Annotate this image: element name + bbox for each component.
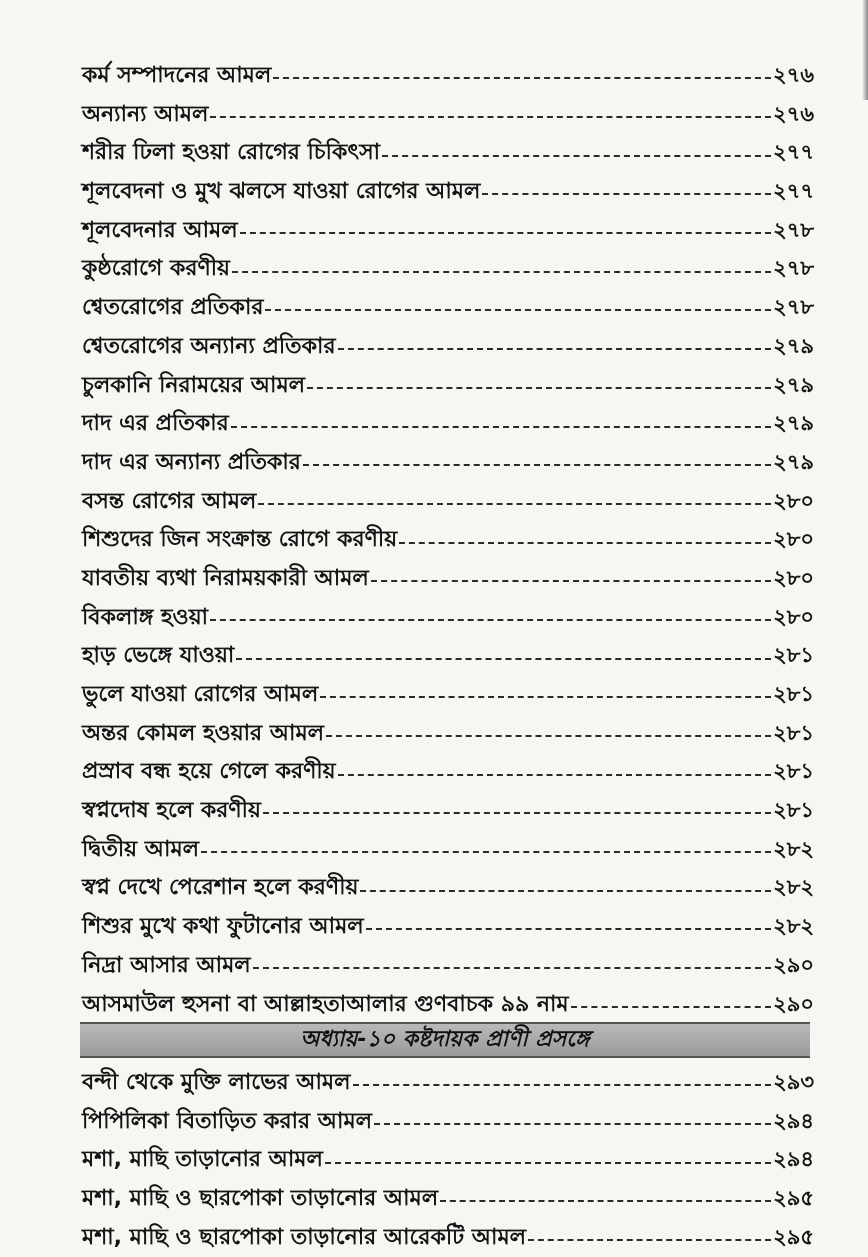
toc-entry [82, 288, 814, 327]
dotted-leader [240, 232, 771, 234]
toc-entry-page-number: ২৮১ [773, 720, 814, 745]
toc-entry-page-number: ২৭৯ [773, 333, 814, 358]
toc-entry-page-number: ২৮১ [773, 759, 814, 784]
dotted-leader [307, 387, 771, 389]
toc-entry-page-number: ২৭৮ [773, 217, 814, 242]
toc-entry [82, 520, 814, 559]
toc-entry-title: আসমাউল হুসনা বা আল্লাহতাআলার গুণবাচক ৯৯ নাম [82, 991, 569, 1017]
toc-entry-title: শ্বেতরোগের প্রতিকার [82, 295, 264, 321]
toc-entry-page-number: ২৭৮ [773, 295, 814, 320]
toc-entry [82, 1179, 814, 1218]
toc-entry-page-number: ২৭৬ [773, 63, 814, 87]
dotted-leader [338, 348, 772, 350]
toc-entry [82, 133, 814, 172]
toc-list-bottom [82, 1063, 814, 1256]
toc-entry [82, 249, 814, 288]
toc-entry-page-number: ২৮০ [773, 565, 814, 590]
dotted-leader [482, 193, 771, 195]
dotted-leader [366, 928, 771, 930]
toc-entry [82, 443, 814, 482]
toc-entry-page-number: ২৭৭ [773, 179, 814, 204]
toc-entry-title: কুষ্ঠরোগে করণীয় [82, 256, 231, 282]
toc-entry-page-number: ২৭৬ [773, 101, 814, 126]
toc-entry-page-number: ২৮১ [773, 643, 814, 668]
toc-entry-page-number: ২৮০ [773, 527, 814, 552]
toc-entry [82, 636, 814, 675]
toc-entry [82, 327, 814, 366]
toc-entry-title: শূলবেদনার আমল [82, 217, 238, 243]
toc-entry [82, 559, 814, 598]
toc-entry-title: অন্যান্য আমল [82, 101, 209, 127]
dotted-leader [231, 426, 771, 428]
toc-entry-page-number: ২৮০ [773, 604, 814, 629]
toc-entry [82, 714, 814, 753]
toc-entry [82, 482, 814, 521]
toc-entry-title: শরীর ঢিলা হওয়া রোগের চিকিৎসা [82, 140, 381, 166]
toc-entry-title: শিশুদের জিন সংক্রান্ত রোগে করণীয় [82, 527, 398, 553]
page-edge-shadow [862, 0, 868, 100]
toc-entry [82, 1218, 814, 1257]
dotted-leader [320, 696, 771, 698]
toc-entry-page-number: ২৯০ [773, 991, 814, 1016]
toc-entry-title: কর্ম সম্পাদনের আমল [82, 63, 272, 88]
toc-entry [82, 791, 814, 830]
toc-entry-page-number: ২৯৫ [773, 1186, 814, 1211]
toc-entry-page-number: ২৮২ [773, 836, 814, 861]
dotted-leader [360, 890, 771, 892]
toc-entry-page-number: ২৮১ [773, 798, 814, 823]
dotted-leader [571, 1006, 771, 1008]
toc-entry [82, 907, 814, 946]
toc-entry [82, 598, 814, 637]
dotted-leader [374, 1123, 771, 1125]
toc-entry-page-number: ২৭৯ [773, 411, 814, 436]
toc-entry [82, 211, 814, 250]
toc-entry-page-number: ২৮২ [773, 875, 814, 900]
toc-entry-page-number: ২৮১ [773, 682, 814, 706]
toc-entry-page-number: ২৮২ [773, 914, 814, 939]
toc-entry [82, 985, 814, 1024]
toc-entry-title: মশা, মাছি ও ছারপোকা তাড়ানোর আরেকটি আমল [82, 1224, 527, 1250]
toc-entry-title: হাড় ভেঙ্গে যাওয়া [82, 643, 235, 669]
toc-entry-page-number: ২৮০ [773, 488, 814, 513]
dotted-leader [263, 812, 771, 814]
toc-entry-title: বসন্ত রোগের আমল [82, 488, 257, 514]
chapter-heading: অধ্যায়-১০ কষ্টদায়ক প্রাণী প্রসঙ্গে [300, 1027, 590, 1052]
toc-entry [82, 1102, 814, 1141]
toc-entry-title: মশা, মাছি ও ছারপোকা তাড়ানোর আমল [82, 1186, 439, 1212]
toc-entry-title: স্বপ্নদোষ হলে করণীয় [82, 798, 261, 824]
dotted-leader [273, 77, 771, 79]
toc-entry [82, 752, 814, 791]
toc-entry-page-number: ২৯৪ [773, 1108, 814, 1133]
dotted-leader [353, 1084, 772, 1086]
dotted-leader [528, 1239, 771, 1241]
toc-entry-title: শিশুর মুখে কথা ফুটানোর আমল [82, 914, 364, 940]
toc-entry [82, 675, 814, 714]
dotted-leader [201, 851, 771, 853]
toc-entry-page-number: ২৭৯ [773, 372, 814, 397]
toc-list-top [82, 56, 814, 1023]
toc-entry-title: শ্বেতরোগের অন্যান্য প্রতিকার [82, 333, 336, 359]
toc-entry [82, 830, 814, 869]
dotted-leader [325, 1162, 771, 1164]
toc-entry-page-number: ২৯৪ [773, 1147, 814, 1172]
toc-entry-title: যাবতীয় ব্যথা নিরাময়কারী আমল [82, 565, 369, 591]
dotted-leader [326, 735, 771, 737]
toc-entry-page-number: ২৭৭ [773, 140, 814, 165]
toc-entry-page-number: ২৯৫ [773, 1224, 814, 1249]
toc-entry [82, 1063, 814, 1102]
toc-entry-title: দাদ এর প্রতিকার [82, 411, 229, 437]
dotted-leader [258, 503, 771, 505]
dotted-leader [265, 309, 771, 311]
toc-entry [82, 366, 814, 405]
dotted-leader [303, 464, 771, 466]
toc-entry-title: শূলবেদনা ও মুখ ঝলসে যাওয়া রোগের আমল [82, 179, 481, 205]
dotted-leader [253, 967, 771, 969]
dotted-leader [210, 619, 771, 621]
toc-entry-title: ভুলে যাওয়া রোগের আমল [82, 682, 319, 707]
dotted-leader [236, 658, 771, 660]
toc-entry-page-number: ২৯৩ [773, 1070, 814, 1094]
toc-entry [82, 946, 814, 985]
dotted-leader [440, 1200, 771, 1202]
dotted-leader [399, 542, 771, 544]
toc-entry-page-number: ২৯০ [773, 952, 814, 977]
dotted-leader [382, 155, 771, 157]
toc-entry-title: স্বপ্ন দেখে পেরেশান হলে করণীয় [82, 875, 359, 901]
toc-entry [82, 868, 814, 907]
toc-entry-title: মশা, মাছি তাড়ানোর আমল [82, 1147, 323, 1173]
toc-entry [82, 1140, 814, 1179]
toc-entry [82, 172, 814, 211]
toc-entry [82, 56, 814, 95]
toc-entry-title: নিদ্রা আসার আমল [82, 952, 251, 978]
dotted-leader [338, 774, 771, 776]
toc-entry-title: বিকলাঙ্গ হওয়া [82, 604, 209, 630]
toc-entry-title: দাদ এর অন্যান্য প্রতিকার [82, 449, 301, 475]
chapter-heading-band [80, 1022, 810, 1058]
toc-entry-page-number: ২৭৯ [773, 449, 814, 474]
toc-entry-title: প্রস্রাব বন্ধ হয়ে গেলে করণীয় [82, 759, 336, 785]
dotted-leader [371, 580, 771, 582]
toc-entry-title: বন্দী থেকে মুক্তি লাভের আমল [82, 1070, 351, 1095]
toc-entry [82, 95, 814, 134]
dotted-leader [232, 271, 771, 273]
toc-entry-title: দ্বিতীয় আমল [82, 836, 200, 862]
toc-entry-title: চুলকানি নিরাময়ের আমল [82, 372, 306, 398]
toc-entry [82, 404, 814, 443]
toc-entry-page-number: ২৭৮ [773, 256, 814, 281]
toc-entry-title: অন্তর কোমল হওয়ার আমল [82, 720, 325, 746]
toc-entry-title: পিপিলিকা বিতাড়িত করার আমল [82, 1108, 373, 1134]
dotted-leader [210, 116, 771, 118]
